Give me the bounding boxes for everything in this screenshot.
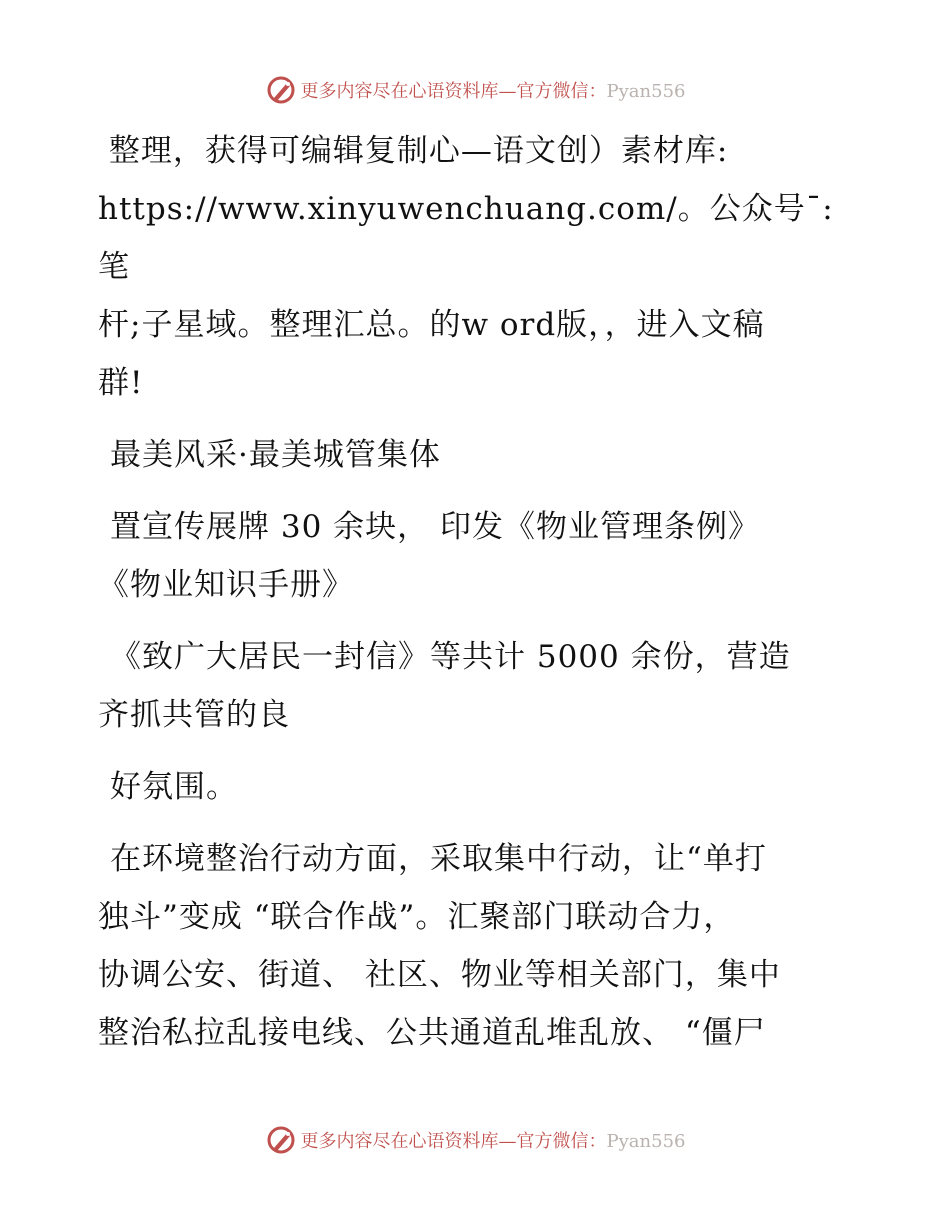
text-line: 整治私拉乱接电线、公共通道乱堆乱放、 “僵尸	[98, 1015, 766, 1051]
text-line: 协调公安、街道、 社区、物业等相关部门，集中	[98, 957, 781, 993]
text-line: 在环境整治行动方面，采取集中行动，让“单打	[110, 841, 767, 877]
section-heading: 最美风采·最美城管集体	[110, 437, 441, 473]
text-line: 群!	[98, 365, 144, 401]
header-wechat-id: Pyan556	[606, 81, 686, 102]
footer-banner-text: 更多内容尽在心语资料库—官方微信：Pyan556	[300, 1131, 686, 1152]
paragraph-letter	[98, 628, 858, 744]
footer-wechat-id: Pyan556	[606, 1131, 686, 1152]
text-line: 《物业知识手册》	[98, 567, 354, 603]
paragraph-intro	[98, 122, 858, 412]
text-line: 《致广大居民一封信》等共计 5000 余份，营造	[110, 639, 791, 675]
footer-banner	[0, 1120, 950, 1160]
text-line: 置宣传展牌 30 余块， 印发《物业管理条例》	[110, 509, 761, 545]
header-banner	[0, 70, 950, 110]
paragraph-publicity	[98, 498, 858, 614]
paragraph-environment	[98, 830, 858, 1062]
text-line: 杆;子星域。整理汇总。的w ord版，，进入文稿	[98, 307, 765, 343]
header-banner-text: 更多内容尽在心语资料库—官方微信：Pyan556	[300, 81, 686, 102]
paragraph-atmosphere: 好氛围。	[110, 769, 238, 805]
document-body	[98, 122, 858, 1076]
text-line: https://www.xinyuwenchuang.com/。公众号¯: 笔	[98, 191, 845, 285]
text-line: 独斗”变成 “联合作战”。汇聚部门联动合力，	[98, 899, 736, 935]
pen-logo-icon	[265, 1124, 297, 1156]
text-line: 齐抓共管的良	[98, 697, 290, 733]
text-line: 整理，获得可编辑复制心—语文创）素材库:	[98, 133, 729, 169]
pen-logo-icon	[265, 74, 297, 106]
